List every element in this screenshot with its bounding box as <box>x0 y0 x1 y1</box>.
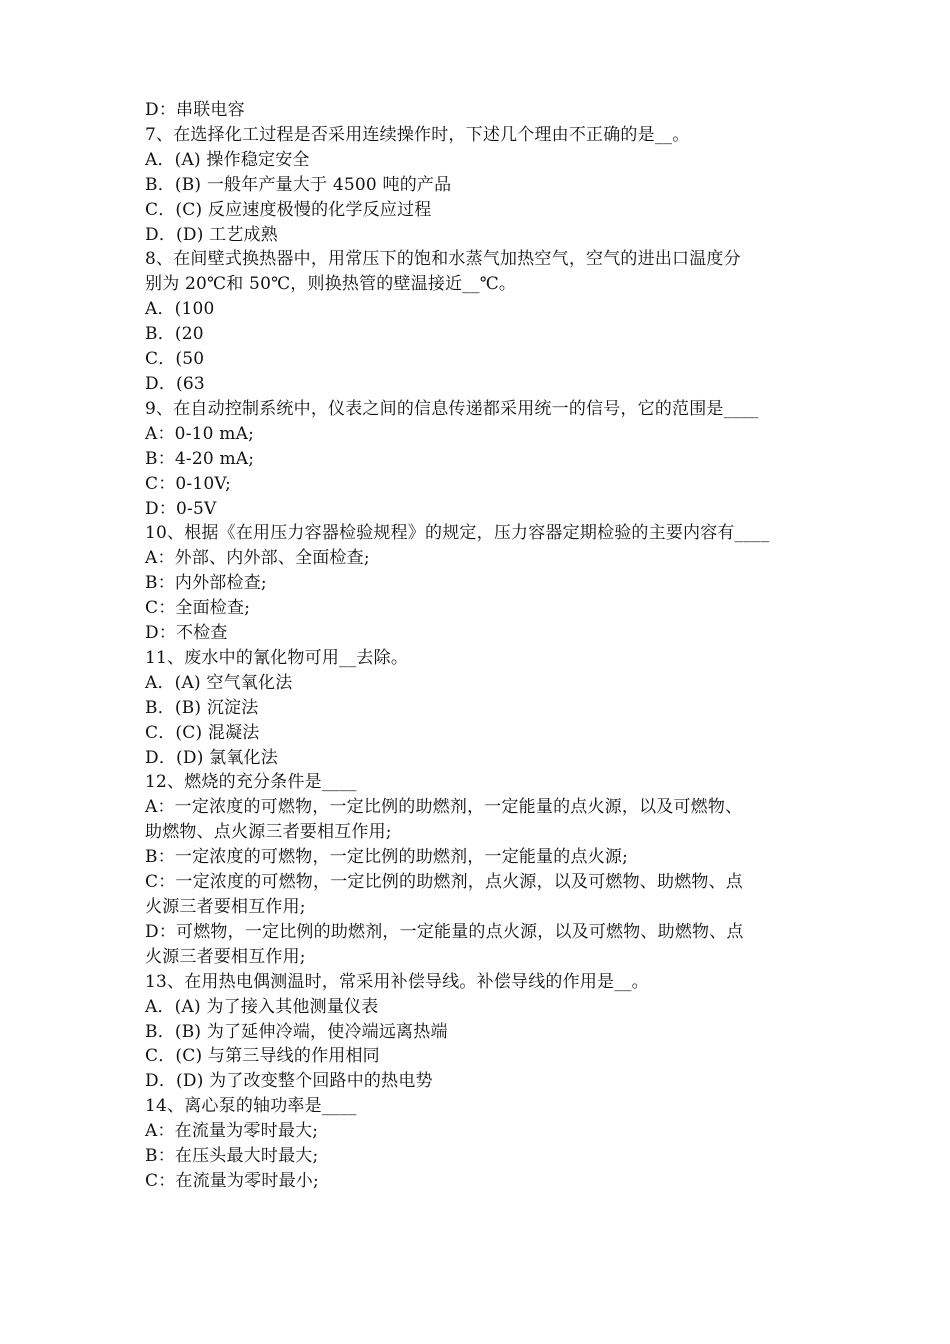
question-10: 10、根据《在用压力容器检验规程》的规定，压力容器定期检验的主要内容有____ <box>145 523 770 544</box>
option-a-q9: A：0-10 mA; <box>145 423 254 444</box>
option-a-q14: A：在流量为零时最大; <box>145 1121 319 1142</box>
option-c-q12: C：一定浓度的可燃物，一定比例的助燃剂，点火源，以及可燃物、助燃物、点 <box>145 872 744 893</box>
option-a-q10: A：外部、内外部、全面检查; <box>145 548 370 569</box>
option-d-q11: D．(D) 氯氧化法 <box>145 747 278 768</box>
document-body <box>145 98 815 1194</box>
option-d-q10: D：不检查 <box>145 623 228 644</box>
option-c-q8: C．(50 <box>145 349 205 370</box>
option-b-q14: B：在压头最大时最大; <box>145 1146 319 1167</box>
question-14: 14、离心泵的轴功率是____ <box>145 1096 357 1117</box>
option-d-q13: D．(D) 为了改变整个回路中的热电势 <box>145 1071 433 1092</box>
option-c-q10: C：全面检查; <box>145 598 251 619</box>
option-a-q8: A．(100 <box>145 299 215 320</box>
question-12: 12、燃烧的充分条件是____ <box>145 772 357 793</box>
option-b-q11: B．(B) 沉淀法 <box>145 697 259 718</box>
option-a-q7: A．(A) 操作稳定安全 <box>145 149 310 170</box>
option-c-q9: C：0-10V; <box>145 473 232 494</box>
question-8-cont: 别为 20℃和 50℃，则换热管的壁温接近__℃。 <box>145 274 517 295</box>
option-a-q11: A．(A) 空气氧化法 <box>145 672 293 693</box>
option-d-q12-cont: 火源三者要相互作用; <box>145 946 306 967</box>
option-a-q12: A：一定浓度的可燃物，一定比例的助燃剂，一定能量的点火源，以及可燃物、 <box>145 797 743 818</box>
option-b-q10: B：内外部检查; <box>145 573 267 594</box>
question-13: 13、在用热电偶测温时，常采用补偿导线。补偿导线的作用是__。 <box>145 971 649 992</box>
option-b-q7: B．(B) 一般年产量大于 4500 吨的产品 <box>145 174 452 195</box>
option-d-q12: D：可燃物，一定比例的助燃剂，一定能量的点火源，以及可燃物、助燃物、点 <box>145 921 744 942</box>
option-d-q6: D：串联电容 <box>145 100 245 120</box>
option-b-q9: B：4-20 mA; <box>145 448 255 469</box>
option-c-q14: C：在流量为零时最小; <box>145 1170 319 1191</box>
option-c-q12-cont: 火源三者要相互作用; <box>145 897 306 917</box>
option-b-q8: B．(20 <box>145 324 204 345</box>
option-c-q11: C．(C) 混凝法 <box>145 722 260 743</box>
option-d-q9: D：0-5V <box>145 498 217 519</box>
option-c-q7: C．(C) 反应速度极慢的化学反应过程 <box>145 199 432 220</box>
question-8: 8、在间壁式换热器中，用常压下的饱和水蒸气加热空气，空气的进出口温度分 <box>145 249 741 270</box>
option-a-q13: A．(A) 为了接入其他测量仪表 <box>145 996 379 1017</box>
option-b-q12: B：一定浓度的可燃物，一定比例的助燃剂，一定能量的点火源; <box>145 847 629 868</box>
option-b-q13: B．(B) 为了延伸冷端，使冷端远离热端 <box>145 1021 448 1042</box>
option-d-q7: D．(D) 工艺成熟 <box>145 224 278 245</box>
question-11: 11、废水中的氰化物可用__去除。 <box>145 647 409 668</box>
option-a-q12-cont: 助燃物、点火源三者要相互作用; <box>145 822 392 843</box>
option-c-q13: C．(C) 与第三导线的作用相同 <box>145 1046 380 1067</box>
option-d-q8: D．(63 <box>145 373 205 394</box>
question-9: 9、在自动控制系统中，仪表之间的信息传递都采用统一的信号，它的范围是____ <box>145 398 759 419</box>
question-7: 7、在选择化工过程是否采用连续操作时，下述几个理由不正确的是__。 <box>145 124 690 145</box>
